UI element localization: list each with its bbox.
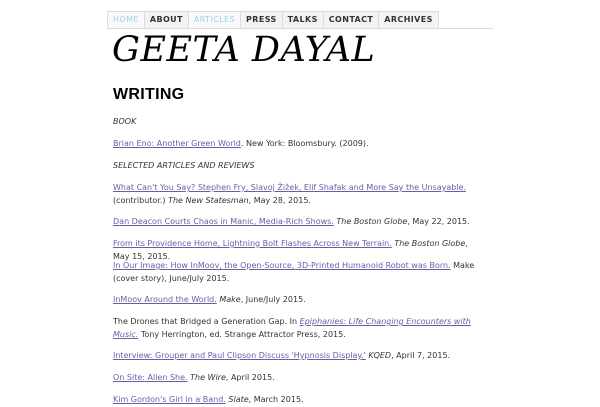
- articles-label: [113, 160, 483, 173]
- article-publication: The Wire: [190, 373, 226, 382]
- article-link[interactable]: What Can't You Say? Stephen Fry, Slavoj Žižek, Elif Shafak and More Say the Unsayable.: [113, 183, 467, 192]
- article-entry: [113, 394, 483, 407]
- book-label: [113, 116, 483, 129]
- article-entry: [113, 182, 483, 207]
- book-details: . New York: Bloomsbury. (2009).: [240, 139, 369, 148]
- article-publication: KQED: [368, 351, 392, 360]
- book-entry: [113, 138, 483, 151]
- article-publication: The Boston Globe: [336, 217, 408, 226]
- article-publication: Make: [453, 261, 475, 270]
- article-entry: [113, 350, 483, 363]
- article-publication: Slate: [228, 395, 249, 404]
- article-date: , May 15, 2015.: [113, 239, 468, 261]
- article-entry: [113, 294, 483, 307]
- book-link[interactable]: Brian Eno: Another Green World: [113, 139, 241, 148]
- article-publication: Make: [219, 295, 241, 304]
- tab-articles[interactable]: ARTICLES: [189, 12, 241, 28]
- article-publication: The Boston Globe: [394, 239, 466, 248]
- article-date: , March 2015.: [248, 395, 304, 404]
- article-link[interactable]: On Site: Alien She.: [113, 373, 188, 382]
- articles-label-text: SELECTED ARTICLES AND REVIEWS: [113, 161, 255, 170]
- book-label-text: BOOK: [113, 117, 137, 126]
- top-nav: [107, 11, 439, 28]
- article-link[interactable]: InMoov Around the World.: [113, 295, 217, 304]
- article-date: , April 2015.: [225, 373, 275, 382]
- article-date: , June/July 2015.: [240, 295, 306, 304]
- article-link[interactable]: From its Providence Home, Lightning Bolt Flashes Across New Terrain.: [113, 239, 392, 248]
- article-publication: The New Statesman: [168, 195, 249, 205]
- tab-press[interactable]: PRESS: [241, 12, 283, 28]
- article-link[interactable]: Dan Deacon Courts Chaos in Manic, Media-Rich Shows.: [113, 217, 334, 226]
- page-heading: WRITING: [113, 86, 185, 103]
- article-entry: [113, 372, 483, 385]
- article-link[interactable]: Epiphanies: Life Changing Encounters with Music.: [113, 317, 471, 339]
- article-title: The Drones that Bridged a Generation Gap. In: [113, 317, 300, 326]
- tab-contact[interactable]: CONTACT: [324, 12, 380, 28]
- article-date: , May 22, 2015.: [407, 217, 470, 226]
- article-date: , May 28, 2015.: [248, 195, 311, 205]
- main-content: [113, 86, 483, 404]
- article-date: , April 7, 2015.: [391, 351, 451, 360]
- site-title[interactable]: GEETA DAYAL: [112, 30, 376, 70]
- tab-about[interactable]: ABOUT: [145, 12, 189, 28]
- nav-divider: [107, 28, 493, 29]
- tab-talks[interactable]: TALKS: [283, 12, 324, 28]
- article-link[interactable]: Kim Gordon's Girl in a Band.: [113, 395, 226, 404]
- article-note: (contributor.): [113, 195, 169, 205]
- article-entry: [113, 260, 483, 285]
- article-details: Tony Herrington, ed. Strange Attractor Press, 2015.: [138, 329, 346, 339]
- article-entry: [113, 316, 483, 341]
- article-date: (cover story), June/July 2015.: [113, 273, 230, 283]
- tab-archives[interactable]: ARCHIVES: [384, 15, 433, 24]
- article-link[interactable]: Interview: Grouper and Paul Clipson Discuss 'Hypnosis Display.': [113, 351, 366, 360]
- article-entry: [113, 216, 483, 229]
- article-link[interactable]: In Our Image: How InMoov, the Open-Source, 3D-Printed Humanoid Robot was Born.: [113, 261, 451, 270]
- tab-home[interactable]: HOME: [108, 12, 145, 28]
